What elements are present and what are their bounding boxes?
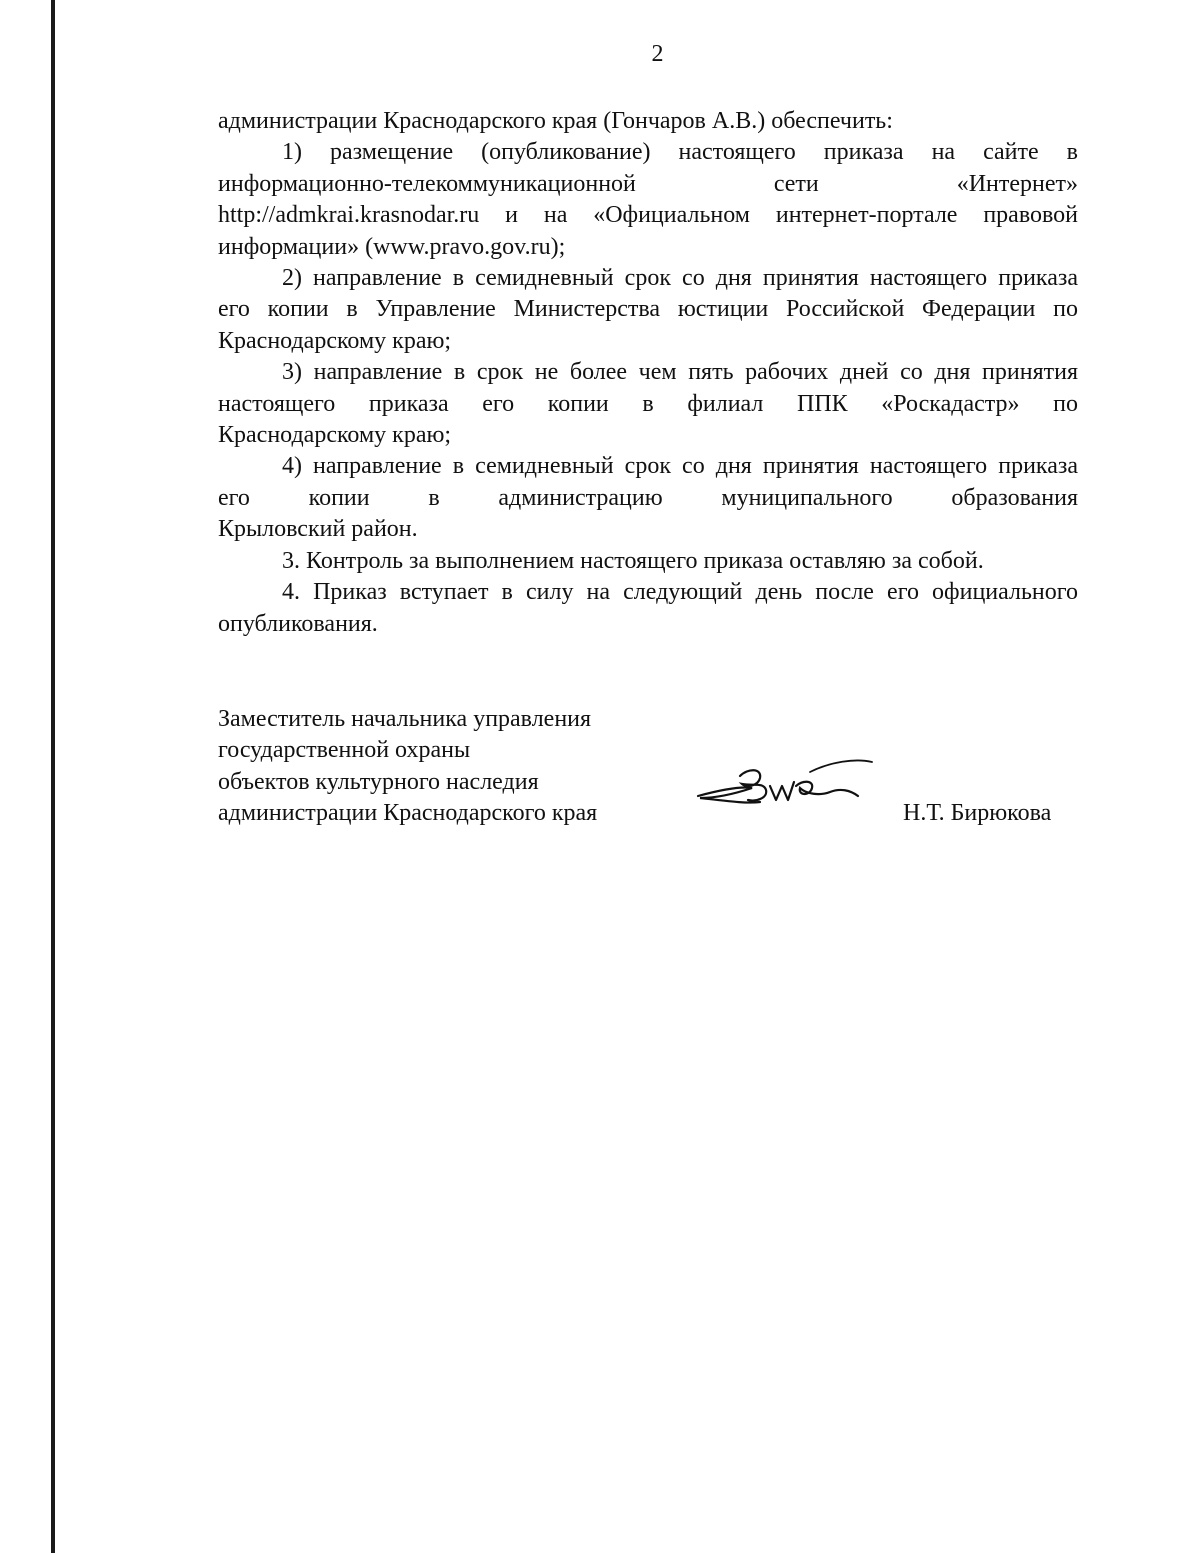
paragraph-effective xyxy=(218,577,1078,640)
paragraph-item-3 xyxy=(218,357,1078,451)
paragraph-control xyxy=(218,546,1078,577)
position-line: Заместитель начальника управления xyxy=(218,706,592,732)
paragraph-intro xyxy=(218,106,1078,137)
text-line: информационно-телекоммуникационной сети «Интернет» xyxy=(218,170,1078,197)
document-body xyxy=(218,106,1078,640)
text-line: 2) направление в семидневный срок со дня принятия настоящего приказа xyxy=(282,265,1078,292)
signer-name: Н.Т. Бирюкова xyxy=(903,800,1052,826)
text-line: его копии в Управление Министерства юстиции Российской Федерации по xyxy=(218,296,1078,323)
position-line: государственной охраны xyxy=(218,737,471,764)
text-line: опубликования. xyxy=(218,610,378,637)
text-line: 4) направление в семидневный срок со дня принятия настоящего приказа xyxy=(282,453,1078,480)
paragraph-item-1 xyxy=(218,137,1078,263)
position-line: администрации Краснодарского края xyxy=(218,800,598,827)
text-line: настоящего приказа его копии в филиал ППК «Роскадастр» по xyxy=(218,390,1078,417)
handwritten-signature xyxy=(690,752,880,812)
text-line: http://admkrai.krasnodar.ru и на «Официальном интернет-портале правовой xyxy=(218,202,1078,229)
text-line: его копии в администрацию муниципального образования xyxy=(218,484,1078,511)
text-line: Крыловский район. xyxy=(218,516,418,543)
signer-position xyxy=(218,704,597,830)
scan-edge-line xyxy=(51,0,55,1553)
text-line: 3) направление в срок не более чем пять рабочих дней со дня принятия xyxy=(282,359,1078,386)
text-line: 4. Приказ вступает в силу на следующий день после его официального xyxy=(282,579,1078,606)
text-line: 3. Контроль за выполнением настоящего приказа оставляю за собой. xyxy=(282,547,984,574)
position-line: объектов культурного наследия xyxy=(218,768,539,795)
text-line: 1) размещение (опубликование) настоящего приказа на сайте в xyxy=(282,139,1078,166)
text-line: администрации Краснодарского края (Гончаров А.В.) обеспечить: xyxy=(218,108,893,134)
paragraph-item-2 xyxy=(218,263,1078,357)
text-line: Краснодарскому краю; xyxy=(218,327,452,354)
text-line: Краснодарскому краю; xyxy=(218,422,452,449)
paragraph-item-4 xyxy=(218,451,1078,545)
page-number: 2 xyxy=(651,41,664,67)
text-line: информации» (www.pravo.gov.ru); xyxy=(218,233,566,260)
